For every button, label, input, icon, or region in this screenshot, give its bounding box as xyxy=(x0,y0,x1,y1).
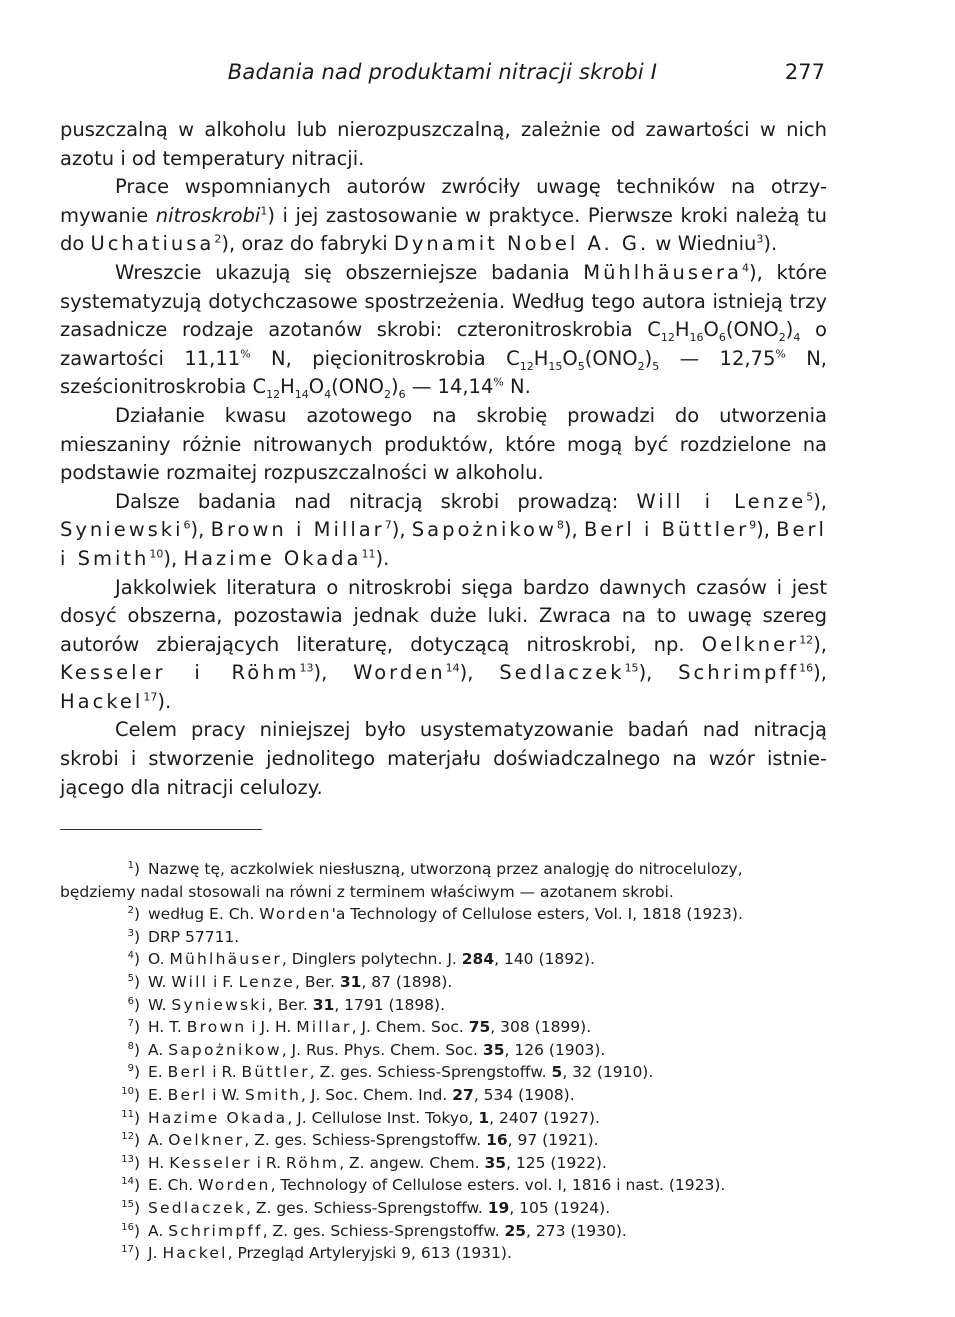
footnote-2 xyxy=(60,903,835,926)
footnote-number-value: 2 xyxy=(127,905,134,917)
footnote-number: $^1$) xyxy=(127,859,140,878)
fn-volume: 31 xyxy=(312,995,335,1014)
fn-part: , Technology of Cellulose esters. vol. I, 1816 i nast. (1923). xyxy=(270,1176,726,1195)
header-title: Badania nad produktami nitracji skrobi I xyxy=(227,60,658,84)
footnote-number: $^9$) xyxy=(127,1063,140,1082)
fn-part: , J. Chem. Soc. xyxy=(351,1018,469,1037)
footnotes xyxy=(60,858,835,1265)
fn-part: J. xyxy=(148,1244,163,1263)
formula-part: H xyxy=(533,346,549,370)
footnote-text xyxy=(148,1197,835,1220)
fn-author: Worden xyxy=(259,905,332,924)
footnote-number: $^{12}$) xyxy=(121,1130,140,1150)
paragraph-6 xyxy=(60,574,827,717)
footnote-6 xyxy=(60,994,835,1017)
fn-author: Sedlaczek xyxy=(148,1198,246,1217)
fn-part: O. xyxy=(148,950,170,969)
footnote-number-value: 6 xyxy=(127,995,134,1007)
fn-author: Berl xyxy=(167,1085,208,1104)
footnote-ref-3: 3 xyxy=(756,232,764,246)
formula-part: ) xyxy=(785,318,794,342)
fn-part: , 105 (1924). xyxy=(509,1198,611,1217)
author-sedlaczek: Sedlaczek xyxy=(499,661,625,685)
footnote-number: $^3$) xyxy=(127,927,140,946)
author-muhlhauser: Mühlhäusera xyxy=(583,260,743,284)
footnote-number-value: 17 xyxy=(121,1243,134,1255)
author-schrimpff: Schrimpff xyxy=(678,661,800,685)
separator: ), xyxy=(163,546,184,570)
footnote-13 xyxy=(60,1152,835,1175)
footnote-14 xyxy=(60,1174,835,1197)
fn-part: , Z. ges. Schiess-Sprengstoffw. xyxy=(262,1221,505,1240)
footnote-text xyxy=(148,971,835,994)
separator: ), xyxy=(391,518,412,542)
footnote-number-value: 9 xyxy=(127,1063,134,1075)
footnote-divider xyxy=(60,829,262,830)
paragraph-4: Działanie kwasu azotowego na skrobię prowadzi do utworzenia mieszaniny różnie nitrowanych produktów, które mogą być rozdzielone na podstawie rozmaitej rozpuszczalności w alkoholu. xyxy=(60,403,827,485)
footnote-number-value: 8 xyxy=(127,1040,134,1052)
p3-text-m: N. xyxy=(503,375,531,399)
fn-author: Berl xyxy=(167,1063,208,1082)
separator: ), xyxy=(813,489,827,513)
footnote-text xyxy=(148,1039,835,1062)
footnote-text xyxy=(148,1129,835,1152)
p6-text-a: Jakkolwiek literatura o nitroskrobi sięga bardzo dawnych czasów i jest dosyć obszerna, pozostawia jednak duże luki. Zwraca na to uwagę szereg autorów zbierających literaturę, dotyczącą nitroskrobi, np. xyxy=(60,575,827,656)
fn-volume: 35 xyxy=(484,1153,507,1172)
fn-author: Will xyxy=(171,972,209,991)
fn-volume: 1 xyxy=(478,1108,490,1127)
subscript: 5 xyxy=(652,359,660,373)
fn-author: Hazime Okada xyxy=(148,1108,288,1127)
footnote-number: $^{17}$) xyxy=(121,1243,140,1263)
fn-author: Büttler xyxy=(241,1063,310,1082)
fn-volume: 284 xyxy=(461,950,495,969)
footnote-ref-10: 10 xyxy=(149,547,164,561)
footnote-text xyxy=(148,1016,835,1039)
fn-part: E. xyxy=(148,1085,168,1104)
footnote-text xyxy=(148,1174,835,1197)
fn-part: , 32 (1910). xyxy=(562,1063,654,1082)
footnote-text: DRP 57711. xyxy=(148,927,240,946)
author-will-lenze: Will i Lenze xyxy=(636,489,807,513)
footnote-ref-9: 9 xyxy=(749,518,757,532)
paragraph-5 xyxy=(60,488,827,574)
fn-part: , 125 (1922). xyxy=(506,1153,607,1172)
footnote-number-value: 10 xyxy=(121,1085,134,1097)
formula-part: O xyxy=(562,346,578,370)
footnote-number: $^7$) xyxy=(127,1018,140,1037)
percent-sign: % xyxy=(240,347,251,361)
separator: ), xyxy=(638,661,679,685)
author-kesseler-rohm: Kesseler i Röhm xyxy=(60,661,300,685)
fn-author: Millar xyxy=(296,1018,352,1037)
subscript: 15 xyxy=(548,359,563,373)
footnote-number-value: 16 xyxy=(121,1221,134,1233)
footnote-number: $^8$) xyxy=(127,1040,140,1059)
fn-part: H. T. xyxy=(148,1018,187,1037)
footnote-ref-17: 17 xyxy=(143,690,158,704)
fn-author: Brown xyxy=(186,1018,247,1037)
formula-part: (ONO xyxy=(725,318,779,342)
footnote-text xyxy=(148,1107,835,1130)
footnote-number-value: 1 xyxy=(127,859,134,871)
author-syniewski: Syniewski xyxy=(60,518,184,542)
footnote-number: $^{14}$) xyxy=(121,1176,140,1195)
fn-part: według E. Ch. xyxy=(148,905,260,924)
fn-author: Schrimpff xyxy=(168,1221,263,1240)
footnote-16 xyxy=(60,1220,835,1243)
subscript: 16 xyxy=(689,331,704,345)
fn-part: , J. Rus. Phys. Chem. Soc. xyxy=(281,1040,483,1059)
author-berl-smith: Berl i Smith xyxy=(60,518,827,570)
fn-volume: 75 xyxy=(468,1018,491,1037)
footnote-number: $^{15}$) xyxy=(121,1198,140,1217)
fn-volume: 5 xyxy=(551,1063,563,1082)
fn-part: A. xyxy=(148,1131,169,1150)
subscript: 5 xyxy=(577,359,585,373)
footnote-text xyxy=(148,994,835,1017)
author-brown-millar: Brown i Millar xyxy=(210,518,385,542)
footnote-text xyxy=(148,948,835,971)
p2-italic-term: nitroskrobi xyxy=(155,203,261,227)
footnote-number: $^{11}$) xyxy=(121,1108,140,1127)
footnote-number-value: 15 xyxy=(121,1198,134,1210)
author-uchatius: Uchatiusa xyxy=(90,232,215,256)
fn-part: A. xyxy=(148,1040,169,1059)
formula-part: ) xyxy=(391,375,399,399)
fn-part: E. xyxy=(148,1063,168,1082)
p2-text-e: ), oraz do fabryki xyxy=(221,232,394,256)
author-worden: Worden xyxy=(353,661,446,685)
fn-part: i F. xyxy=(208,972,239,991)
fn-part: , Z. ges. Schiess-Sprengstoffw. xyxy=(244,1131,487,1150)
author-hackel: Hackel xyxy=(60,689,144,713)
fn-author: Worden xyxy=(198,1176,271,1195)
footnote-7 xyxy=(60,1016,835,1039)
footnote-8 xyxy=(60,1039,835,1062)
fn-part: A. xyxy=(148,1221,169,1240)
fn-volume: 27 xyxy=(452,1085,474,1104)
footnote-ref-8: 8 xyxy=(556,518,564,532)
footnote-ref-4: 4 xyxy=(742,261,750,275)
footnote-11 xyxy=(60,1107,835,1130)
footnote-number: $^5$) xyxy=(127,972,140,991)
fn-part: i J. H. xyxy=(246,1018,297,1037)
footnote-text xyxy=(148,1242,835,1265)
footnote-text xyxy=(148,1084,835,1107)
footnote-15 xyxy=(60,1197,835,1220)
separator: ). xyxy=(157,689,172,713)
paragraph-1 xyxy=(60,116,827,173)
percent-sign: % xyxy=(493,375,504,389)
fn-volume: 35 xyxy=(482,1040,505,1059)
footnote-ref-2: 2 xyxy=(214,232,222,246)
p3-text-k: N, sześcionitroskrobia C xyxy=(60,346,827,399)
footnote-number-value: 4 xyxy=(127,950,134,962)
p3-text-a: Wreszcie ukazują się obszerniejsze badania xyxy=(115,260,584,284)
fn-part: , 308 (1899). xyxy=(490,1018,592,1037)
p3-text-j: — 12,75 xyxy=(659,346,776,370)
footnote-4 xyxy=(60,948,835,971)
subscript: 2 xyxy=(384,388,392,402)
fn-volume: 16 xyxy=(486,1131,508,1150)
subscript: 12 xyxy=(660,331,675,345)
footnote-number-value: 13 xyxy=(121,1153,134,1165)
footnote-number: $^{13}$) xyxy=(121,1153,140,1172)
fn-part: , 2407 (1927). xyxy=(489,1108,600,1127)
footnote-text xyxy=(148,1220,835,1243)
footnote-number-value: 14 xyxy=(121,1176,134,1188)
subscript: 14 xyxy=(294,388,309,402)
footnote-3 xyxy=(60,926,835,949)
separator: ), xyxy=(563,518,584,542)
fn-part: 'a Technology of Cellulose esters, Vol. I, 1818 (1923). xyxy=(331,905,743,924)
p2-text-h: ). xyxy=(763,232,778,256)
paragraph-7: Celem pracy niniejszej było usystematyzowanie badań nad nitracją skrobi i stworzenie jednolitego materjału doświadczalnego na wzór istnie-jącego dla nitracji celulozy. xyxy=(60,718,827,799)
footnote-ref-7: 7 xyxy=(384,518,392,532)
fn-author: Hackel xyxy=(162,1244,228,1263)
fn-part: , Z. angew. Chem. xyxy=(339,1153,485,1172)
separator: ), xyxy=(756,518,777,542)
running-header xyxy=(60,60,825,92)
footnote-ref-16: 16 xyxy=(799,661,814,675)
fn-part: i W. xyxy=(207,1085,245,1104)
company-dynamit-nobel: Dynamit Nobel A. G. xyxy=(393,232,650,256)
footnote-text xyxy=(148,1061,835,1084)
fn-part: H. xyxy=(148,1153,170,1172)
fn-author: Mühlhäuser xyxy=(169,950,282,969)
footnote-text: Nazwę tę, aczkolwiek niesłuszną, utworzoną przez analogję do nitrocelulozy, xyxy=(148,860,743,878)
subscript: 12 xyxy=(519,359,534,373)
subscript: 6 xyxy=(718,331,726,345)
subscript: 6 xyxy=(398,388,406,402)
footnote-ref-6: 6 xyxy=(183,518,191,532)
subscript: 2 xyxy=(637,359,645,373)
fn-part: W. xyxy=(148,972,172,991)
p3-text-i: N, pięcionitroskrobia C xyxy=(250,346,520,370)
fn-part: , Dinglers polytechn. J. xyxy=(281,950,462,969)
footnote-text xyxy=(148,1152,835,1175)
separator: ), xyxy=(459,661,500,685)
formula-part: H xyxy=(674,318,690,342)
formula-part: (ONO xyxy=(584,346,638,370)
fn-part: , J. Cellulose Inst. Tokyo, xyxy=(287,1108,479,1127)
fn-part: i R. xyxy=(251,1153,286,1172)
footnote-1 xyxy=(60,858,835,881)
paragraph-2 xyxy=(60,173,827,259)
fn-part: , Ber. xyxy=(294,972,340,991)
separator: ), xyxy=(813,632,827,656)
footnote-number: $^6$) xyxy=(127,995,140,1014)
footnote-10 xyxy=(60,1084,835,1107)
p3-text-l: — 14,14 xyxy=(405,375,494,399)
footnote-1-continuation: będziemy nadal stosowali na równi z terminem właściwym — azotanem skrobi. xyxy=(60,882,674,901)
formula-part: O xyxy=(308,375,325,399)
footnote-ref-14: 14 xyxy=(445,661,460,675)
separator: ), xyxy=(190,518,211,542)
footnote-number-value: 3 xyxy=(127,927,134,939)
separator: ), xyxy=(313,661,354,685)
footnote-text xyxy=(148,903,835,926)
fn-part: , 534 (1908). xyxy=(473,1085,575,1104)
footnote-number-value: 11 xyxy=(121,1108,134,1120)
subscript: 2 xyxy=(778,331,786,345)
subscript: 4 xyxy=(793,331,801,345)
formula-part: (ONO xyxy=(331,375,385,399)
fn-part: E. Ch. xyxy=(148,1176,199,1195)
fn-volume: 31 xyxy=(339,972,362,991)
p3-text-h: o zawartości 11,11 xyxy=(60,318,827,370)
separator: ), xyxy=(813,661,827,685)
footnote-number: $^{16}$) xyxy=(121,1221,140,1240)
paragraph-3 xyxy=(60,259,827,402)
footnote-number-value: 7 xyxy=(127,1018,134,1029)
percent-sign: % xyxy=(775,347,786,361)
fn-author: Röhm xyxy=(285,1153,340,1172)
fn-part: , Ber. xyxy=(267,995,313,1014)
fn-author: Lenze xyxy=(238,972,295,991)
fn-part: , Z. ges. Schiess-Sprengstoffw. xyxy=(246,1198,488,1217)
formula-part: O xyxy=(703,318,719,342)
footnote-ref-13: 13 xyxy=(299,661,314,675)
fn-part: , 87 (1898). xyxy=(361,972,453,991)
footnote-number-value: 12 xyxy=(121,1130,134,1142)
p2-text-a: Prace wspomnianych autorów zwróciły uwagę techników na otrzy-mywanie xyxy=(60,175,827,227)
fn-part: , Przegląd Artyleryjski 9, 613 (1931). xyxy=(227,1244,512,1263)
footnote-12 xyxy=(60,1129,835,1152)
fn-author: Syniewski xyxy=(171,995,268,1014)
subscript: 12 xyxy=(266,388,281,402)
footnote-ref-12: 12 xyxy=(799,633,814,647)
fn-volume: 25 xyxy=(504,1221,527,1240)
p3-text-c: ), które systematyzują dotychczasowe spostrzeżenia. Według tego autora istnieją trzy zasadnicze rodzaje azotanów skrobi: czteronitroskrobia C xyxy=(60,260,827,342)
footnote-17 xyxy=(60,1242,835,1265)
fn-part: , 1791 (1898). xyxy=(334,995,446,1014)
author-oelkner: Oelkner xyxy=(701,632,800,656)
page-number: 277 xyxy=(784,60,825,84)
footnote-ref-15: 15 xyxy=(624,661,639,675)
fn-part: , 140 (1892). xyxy=(494,950,595,969)
fn-author: Sapożnikow xyxy=(168,1040,282,1059)
p2-text-g: w Wiedniu xyxy=(649,232,757,256)
footnote-ref-1: 1 xyxy=(260,204,268,218)
footnote-number: $^2$) xyxy=(127,905,140,924)
fn-volume: 19 xyxy=(487,1198,510,1217)
subscript: 4 xyxy=(324,388,332,402)
p5-text-a: Dalsze badania nad nitracją skrobi prowadzą: xyxy=(115,489,637,513)
separator: ). xyxy=(375,546,390,570)
author-berl-buttler: Berl i Büttler xyxy=(583,518,750,542)
footnote-number-value: 5 xyxy=(127,972,134,984)
body-text xyxy=(60,116,827,802)
paragraph-1-text: puszczalną w alkoholu lub nierozpuszczalną, zależnie od zawartości w nich azotu i od temperatury nitracji. xyxy=(60,118,827,170)
fn-part: , 273 (1930). xyxy=(526,1221,627,1240)
footnote-9 xyxy=(60,1061,835,1084)
footnote-ref-11: 11 xyxy=(361,547,376,561)
fn-author: Kesseler xyxy=(169,1153,252,1172)
fn-part: , 97 (1921). xyxy=(507,1131,599,1150)
footnote-5 xyxy=(60,971,835,994)
p2-text-c: ) i jej zastosowanie w praktyce. Pierwsze kroki należą tu do xyxy=(60,203,828,256)
footnote-number: $^{10}$) xyxy=(121,1085,140,1104)
formula-part: H xyxy=(280,375,295,399)
formula-part: ) xyxy=(644,346,653,370)
fn-part: , 126 (1903). xyxy=(504,1040,606,1059)
fn-part: , Z. ges. Schiess-Sprengstoffw. xyxy=(309,1063,552,1082)
footnote-number: $^4$) xyxy=(127,950,140,969)
author-sapoznikow: Sapożnikow xyxy=(411,518,557,542)
fn-part: , J. Soc. Chem. Ind. xyxy=(301,1085,453,1104)
fn-author: Smith xyxy=(244,1085,302,1104)
author-hazime-okada: Hazime Okada xyxy=(183,546,362,570)
footnote-ref-5: 5 xyxy=(806,490,814,504)
fn-author: Oelkner xyxy=(168,1131,245,1150)
fn-part: W. xyxy=(148,995,172,1014)
fn-part: i R. xyxy=(207,1063,242,1082)
